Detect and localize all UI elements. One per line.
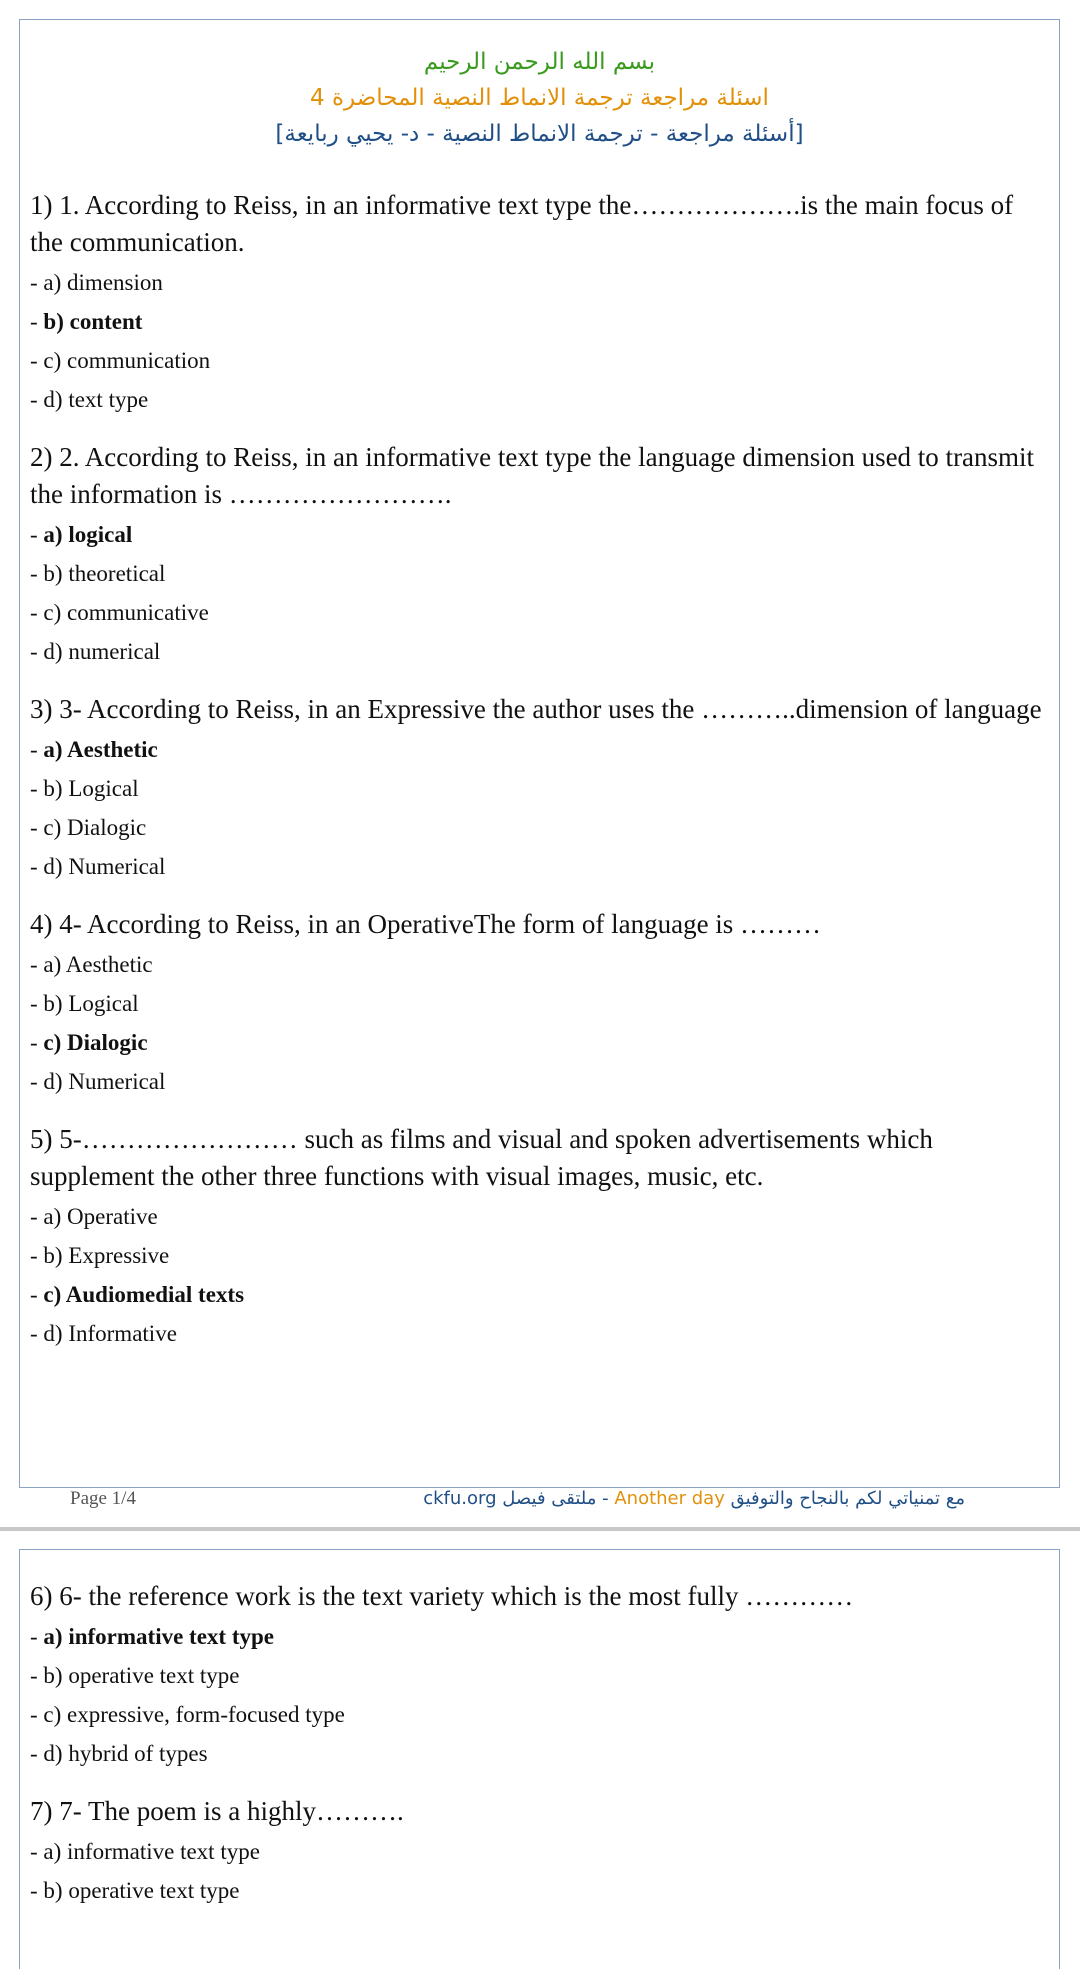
answer-option <box>30 1197 1049 1236</box>
answer-option-correct <box>30 730 1049 769</box>
answer-option-correct <box>30 1617 1049 1656</box>
option-text: c) communication <box>43 348 211 373</box>
question-text: 2) 2. According to Reiss, in an informative text type the language dimension used to transmit the information is ……………………. <box>30 442 1035 509</box>
option-bullet: - <box>30 1243 44 1268</box>
option-text: d) hybrid of types <box>43 1741 208 1766</box>
answer-option <box>30 1656 1049 1695</box>
option-bullet: - <box>30 387 44 412</box>
answer-option <box>30 380 1049 419</box>
answer-option <box>30 808 1049 847</box>
option-bullet: - <box>30 991 44 1016</box>
question-block <box>30 906 1049 1101</box>
option-bullet: - <box>30 854 44 879</box>
page-divider <box>0 1527 1080 1531</box>
option-text: a) Operative <box>43 1204 158 1229</box>
page-number: Page 1/4 <box>70 1488 136 1509</box>
question-text: 5) 5-…………………… such as films and visual and spoken advertisements which supplement the other three functions with visual images, music, etc. <box>30 1124 933 1191</box>
option-text: a) informative text type <box>43 1624 274 1649</box>
option-bullet: - <box>30 561 44 586</box>
page-header <box>20 44 1059 152</box>
option-bullet: - <box>30 1069 44 1094</box>
option-bullet: - <box>30 348 44 373</box>
option-bullet: - <box>30 1741 44 1766</box>
answer-option <box>30 1314 1049 1353</box>
option-bullet: - <box>30 1030 44 1055</box>
footer-note-wishes: مع تمنياتي لكم بالنجاح والتوفيق <box>730 1488 965 1509</box>
answer-option-correct <box>30 1023 1049 1062</box>
question-block <box>30 1578 1049 1773</box>
option-text: b) operative text type <box>43 1878 240 1903</box>
answer-option <box>30 554 1049 593</box>
question-block <box>30 439 1049 671</box>
answer-option <box>30 632 1049 671</box>
answer-option <box>30 1871 1049 1910</box>
option-text: d) Numerical <box>43 854 166 879</box>
option-text: c) communicative <box>43 600 209 625</box>
option-bullet: - <box>30 1282 44 1307</box>
option-text: d) Numerical <box>43 1069 166 1094</box>
bismillah-line: بسم الله الرحمن الرحيم <box>423 49 656 75</box>
question-text: 7) 7- The poem is a highly………. <box>30 1796 404 1826</box>
option-bullet: - <box>30 1663 44 1688</box>
option-text: c) Dialogic <box>43 815 147 840</box>
question-block <box>30 187 1049 419</box>
option-bullet: - <box>30 270 44 295</box>
option-text: b) theoretical <box>43 561 166 586</box>
page-footer <box>0 1486 1080 1520</box>
option-bullet: - <box>30 1839 44 1864</box>
option-bullet: - <box>30 1321 44 1346</box>
option-bullet: - <box>30 1878 44 1903</box>
answer-option <box>30 341 1049 380</box>
option-bullet: - <box>30 639 44 664</box>
question-list <box>30 1578 1049 1930</box>
question-text: 3) 3- According to Reiss, in an Expressive the author uses the ………..dimension of language <box>30 694 1042 724</box>
document-page-2 <box>19 1549 1060 1969</box>
option-text: c) expressive, form-focused type <box>43 1702 345 1727</box>
question-text: 4) 4- According to Reiss, in an OperativeThe form of language is ……… <box>30 909 822 939</box>
option-bullet: - <box>30 522 44 547</box>
option-text: d) Informative <box>43 1321 177 1346</box>
option-bullet: - <box>30 1624 44 1649</box>
option-text: a) dimension <box>43 270 163 295</box>
option-text: d) text type <box>43 387 149 412</box>
option-bullet: - <box>30 776 44 801</box>
option-text: a) informative text type <box>43 1839 260 1864</box>
option-text: b) Expressive <box>43 1243 170 1268</box>
option-bullet: - <box>30 815 44 840</box>
option-text: b) content <box>43 309 143 334</box>
option-text: c) Audiomedial texts <box>43 1282 245 1307</box>
question-block <box>30 1793 1049 1910</box>
answer-option <box>30 1062 1049 1101</box>
question-block <box>30 1121 1049 1353</box>
document-subtitle: اسئلة مراجعة ترجمة الانماط النصية المحاضرة 4 <box>310 85 769 111</box>
option-bullet: - <box>30 600 44 625</box>
answer-option <box>30 593 1049 632</box>
option-text: a) Aesthetic <box>43 952 153 977</box>
option-text: c) Dialogic <box>43 1030 148 1055</box>
answer-option-correct <box>30 515 1049 554</box>
question-block <box>30 691 1049 886</box>
answer-option <box>30 847 1049 886</box>
footer-note <box>423 1488 965 1509</box>
option-text: a) logical <box>43 522 133 547</box>
answer-option <box>30 945 1049 984</box>
answer-option-correct <box>30 302 1049 341</box>
option-text: b) Logical <box>43 776 139 801</box>
option-bullet: - <box>30 1702 44 1727</box>
option-bullet: - <box>30 952 44 977</box>
question-text: 1) 1. According to Reiss, in an informative text type the……………….is the main focus of the communication. <box>30 190 1014 257</box>
option-bullet: - <box>30 737 44 762</box>
answer-option <box>30 769 1049 808</box>
answer-option <box>30 1695 1049 1734</box>
answer-option <box>30 984 1049 1023</box>
question-text: 6) 6- the reference work is the text variety which is the most fully ………… <box>30 1581 854 1611</box>
option-text: d) numerical <box>43 639 161 664</box>
footer-note-site: - ملتقى فيصل ckfu.org <box>423 1488 609 1509</box>
answer-option <box>30 1832 1049 1871</box>
answer-option-correct <box>30 1275 1049 1314</box>
answer-option <box>30 1236 1049 1275</box>
option-text: a) Aesthetic <box>43 737 158 762</box>
document-page-1 <box>19 19 1060 1488</box>
answer-option <box>30 263 1049 302</box>
answer-option <box>30 1734 1049 1773</box>
document-source: [أسئلة مراجعة - ترجمة الانماط النصية - د- يحيي ربايعة] <box>275 121 804 147</box>
option-text: b) operative text type <box>43 1663 240 1688</box>
footer-note-author: Another day <box>614 1488 725 1509</box>
option-bullet: - <box>30 1204 44 1229</box>
option-text: b) Logical <box>43 991 139 1016</box>
option-bullet: - <box>30 309 44 334</box>
question-list <box>30 187 1049 1373</box>
